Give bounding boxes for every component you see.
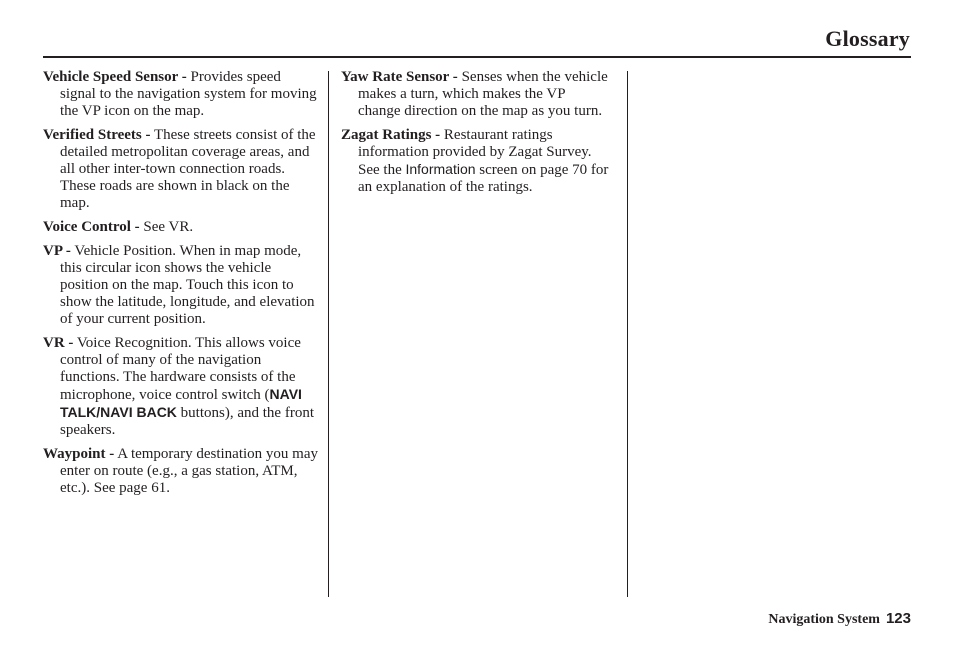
glossary-definition: Vehicle Position. When in map mode, this circular icon shows the vehicle position on the map. Touch this icon to show the latitude, longitude, and elevation of your current position. [60, 243, 315, 327]
glossary-entry-waypoint [43, 446, 318, 497]
glossary-term: Vehicle Speed Sensor - [43, 69, 187, 85]
glossary-entry-verified-streets [43, 127, 318, 212]
glossary-column-middle [341, 69, 611, 203]
glossary-definition: A temporary destination you may enter on route (e.g., a gas station, ATM, etc.). See page 61. [60, 446, 318, 496]
button-name-navi-talk-navi-back: NAVI TALK/NAVI BACK [60, 386, 302, 420]
glossary-entry-voice-control [43, 219, 318, 236]
glossary-definition: See VR. [139, 219, 194, 235]
glossary-entry-yaw-rate-sensor [341, 69, 611, 120]
glossary-definition: Voice Recognition. This allows voice control of many of the navigation functions. The hardware consists of the microphone, voice control switch ( [60, 335, 301, 403]
glossary-entry-zagat-ratings [341, 127, 611, 196]
glossary-definition: Provides speed signal to the navigation system for moving the VP icon on the map. [60, 69, 317, 119]
glossary-definition: These streets consist of the detailed metropolitan coverage areas, and all other inter-town connection roads. These roads are shown in black on the map. [60, 127, 316, 211]
footer-section-name: Navigation System [768, 612, 880, 627]
screen-name-information: Information [405, 161, 476, 177]
glossary-term: Verified Streets - [43, 127, 151, 143]
glossary-definition: Restaurant ratings information provided by Zagat Survey. See the [358, 127, 592, 178]
glossary-term: Voice Control - [43, 219, 140, 235]
glossary-term: Waypoint - [43, 446, 115, 462]
glossary-term: VP - [43, 243, 71, 259]
glossary-term: VR - [43, 335, 74, 351]
glossary-definition-continued: buttons), and the front speakers. [60, 405, 314, 438]
page-footer [768, 610, 911, 629]
page-number: 123 [885, 610, 911, 627]
glossary-entry-vehicle-speed-sensor [43, 69, 318, 120]
glossary-term: Zagat Ratings - [341, 127, 441, 143]
glossary-entry-vp [43, 243, 318, 328]
column-divider-right [627, 71, 628, 597]
glossary-column-left [43, 69, 318, 504]
page-title: Glossary [825, 26, 910, 51]
column-divider-left [328, 71, 329, 597]
glossary-definition: Senses when the vehicle makes a turn, which makes the VP change direction on the map as you turn. [358, 69, 608, 119]
glossary-definition-continued: screen on page 70 for an explanation of the ratings. [358, 162, 609, 195]
glossary-term: Yaw Rate Sensor - [341, 69, 458, 85]
title-divider [43, 56, 911, 58]
glossary-entry-vr [43, 335, 318, 439]
